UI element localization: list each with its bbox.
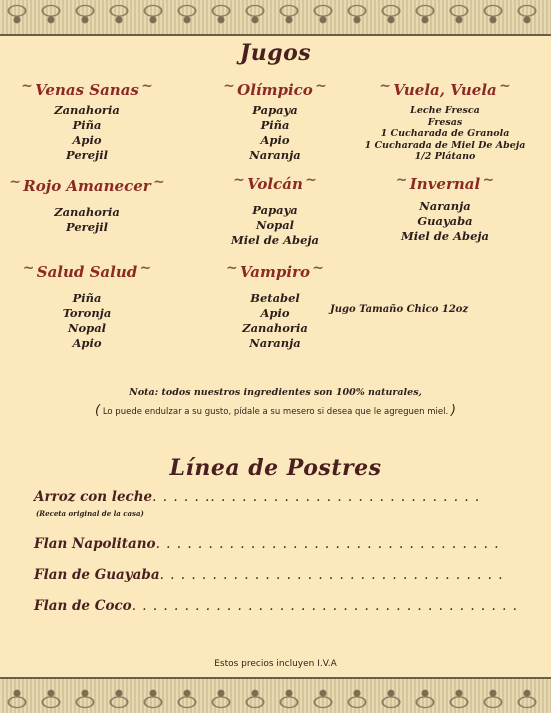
tax-footer: Estos precios incluyen I.V.A — [214, 659, 337, 669]
dessert-subnote: (Receta original de la casa) — [36, 509, 144, 518]
ingredient: Betabel — [250, 291, 300, 305]
ingredient: Fresas — [427, 116, 463, 128]
juice-name: ~ Vuela, Vuela ~ — [379, 81, 511, 99]
juice-name: ~ Rojo Amanecer ~ — [9, 177, 164, 195]
juice-card — [190, 174, 360, 248]
juice-card — [2, 80, 172, 163]
juice-card — [190, 80, 360, 163]
ingredient: Apio — [260, 306, 290, 320]
ingredient: 1/2 Plátano — [414, 151, 476, 162]
ingredient: Apio — [260, 133, 290, 147]
ingredient: Nopal — [67, 321, 107, 335]
ingredient: Apio — [72, 133, 102, 147]
juice-card — [345, 80, 545, 163]
ingredient: Zanahoria — [54, 103, 120, 117]
ingredient: Perejil — [66, 220, 108, 234]
dessert-item — [34, 489, 481, 505]
close-paren: ) — [450, 403, 456, 418]
ingredient: Apio — [72, 336, 102, 350]
ingredient: Zanahoria — [242, 321, 308, 335]
ingredient: Papaya — [252, 203, 298, 217]
juice-name: ~ Venas Sanas ~ — [21, 81, 153, 99]
dot-leader: . . . . . . . . . . . . . . . . . . . . . . . . . . . . . . . . . — [155, 536, 500, 552]
open-paren: ( — [95, 403, 101, 418]
dessert-name: Flan Napolitano — [34, 536, 156, 552]
juice-name: ~ Vampiro ~ — [226, 263, 324, 281]
dessert-name: Flan de Coco — [34, 598, 132, 614]
ingredients-note: Nota: todos nuestros ingredientes son 100% naturales, — [129, 387, 422, 398]
juice-name: ~ Invernal ~ — [396, 175, 494, 193]
ornamental-border-bottom — [0, 677, 551, 713]
juice-name: ~ Olímpico ~ — [223, 81, 327, 99]
dessert-item — [34, 598, 518, 614]
juice-card — [360, 174, 530, 244]
honey-note-text: Lo puede endulzar a su gusto, pídale a su mesero si desea que le agreguen miel. — [102, 407, 449, 417]
ingredient: Zanahoria — [54, 205, 120, 219]
desserts-title: Línea de Postres — [169, 455, 382, 481]
dessert-item — [34, 536, 500, 552]
ingredient: Piña — [72, 118, 102, 132]
juices-title: Jugos — [239, 40, 312, 66]
dessert-name: Flan de Guayaba — [34, 567, 160, 583]
juice-name: ~ Volcán ~ — [233, 175, 317, 193]
ingredient: Guayaba — [417, 214, 473, 228]
ingredient: Naranja — [249, 148, 301, 162]
ingredient: Nopal — [255, 218, 295, 232]
honey-note — [0, 403, 551, 418]
ornamental-border-top — [0, 0, 551, 36]
ingredient: Papaya — [252, 103, 298, 117]
juice-name: ~ Salud Salud ~ — [23, 263, 152, 281]
ingredient: Leche Fresca — [410, 105, 480, 116]
ingredient: 1 Cucharada de Granola — [380, 128, 510, 139]
dot-leader: . . . . . . . . . . . . . . . . . . . . . . . . . . . . . . . . . — [159, 567, 504, 583]
ingredient: Piña — [72, 291, 102, 305]
size-note: Jugo Tamaño Chico 12oz — [330, 304, 469, 315]
ingredient: Piña — [260, 118, 290, 132]
dot-leader: . . . . . .. . . . . . . . . . . . . . . . . . . . . . . . . . — [152, 489, 481, 505]
ingredient: Perejil — [66, 148, 108, 162]
ingredient: Naranja — [249, 336, 301, 350]
juice-card — [2, 262, 172, 351]
dot-leader: . . . . . . . . . . . . . . . . . . . . . . . . . . . . . . . . . . . . . — [131, 598, 518, 614]
ingredient: 1 Cucharada de Miel De Abeja — [364, 139, 526, 151]
juice-card — [2, 176, 172, 235]
dessert-name: Arroz con leche — [34, 489, 153, 505]
ingredient: Toronja — [62, 306, 112, 320]
ingredient: Miel de Abeja — [400, 229, 490, 243]
dessert-item — [34, 567, 504, 583]
ingredient: Naranja — [419, 199, 471, 213]
ingredient: Miel de Abeja — [230, 233, 320, 247]
